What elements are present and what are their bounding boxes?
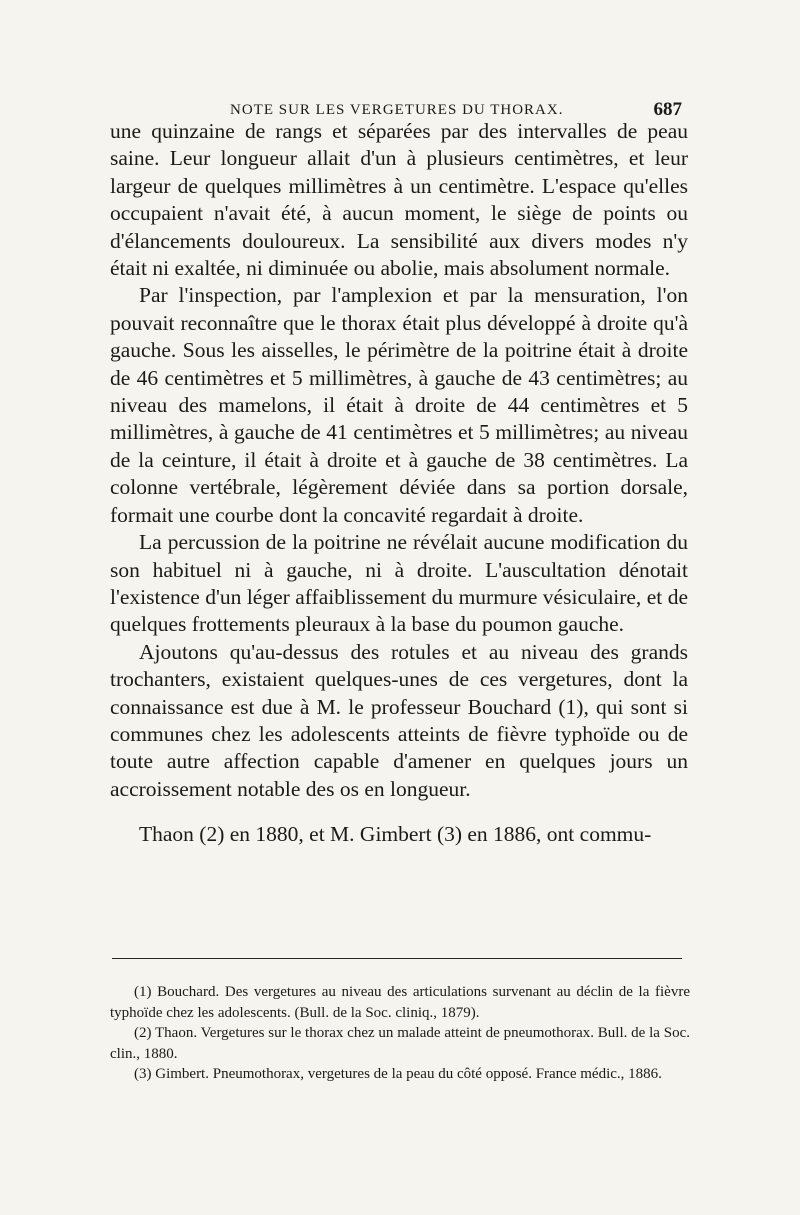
footnotes [110,982,690,1085]
paragraph: Thaon (2) en 1880, et M. Gimbert (3) en 1886, ont commu- [139,822,652,847]
page-number: 687 [653,99,682,120]
paragraph: Par l'inspection, par l'amplexion et par la mensuration, l'on pouvait reconnaître que le thorax était plus développé à droite qu'à gauche. Sous les aisselles, le périmètre de la poitrine était à droite de 46 centimètres et 5 millimètres, à gauche de 43 centimètres; au niveau des mamelons, il était à droite de 44 centimètres et 5 millimètres, à gauche de 41 centimètres et 5 millimètres; au niveau de la ceinture, il était à droite et à gauche de 38 centimètres. La colonne vertébrale, légèrement déviée dans sa portion dorsale, formait une courbe dont la concavité regardait à droite. [110,283,688,527]
running-title: NOTE SUR LES VERGETURES DU THORAX. [230,102,564,118]
paragraph: Ajoutons qu'au-dessus des rotules et au niveau des grands trochanters, existaient quelques-unes de ces vergetures, dont la connaissance est due à M. le professeur Bouchard (1), qui sont si communes chez les adolescents atteints de fièvre typhoïde ou de toute autre affection capable d'amener en quelques jours un accroissement notable des os en longueur. [110,639,688,801]
footnote: (3) Gimbert. Pneumothorax, vergetures de la peau du côté opposé. France médic., 1886. [134,1066,662,1082]
footnote-divider [112,958,682,959]
body-text [110,118,688,849]
footnote: (2) Thaon. Vergetures sur le thorax chez un malade atteint de pneumothorax. Bull. de la Soc. clin., 1880. [110,1025,690,1062]
footnote: (1) Bouchard. Des vergetures au niveau des articulations survenant au déclin de la fièvre typhoïde chez les adolescents. (Bull. de la Soc. cliniq., 1879). [110,984,690,1021]
paragraph: La percussion de la poitrine ne révélait aucune modification du son habituel ni à gauche, ni à droite. L'auscultation dénotait l'existence d'un léger affaiblissement du murmure vésiculaire, et de quelques frottements pleuraux à la base du poumon gauche. [110,530,688,637]
paragraph: une quinzaine de rangs et séparées par des intervalles de peau saine. Leur longueur allait d'un à plusieurs centimètres, et leur largeur de quelques millimètres à un centimètre. L'espace qu'elles occupaient n'avait été, à aucun moment, le siège de points ou d'élancements douloureux. La sensibilité aux divers modes n'y était ni exaltée, ni diminuée ou abolie, mais absolument normale. [110,119,688,281]
